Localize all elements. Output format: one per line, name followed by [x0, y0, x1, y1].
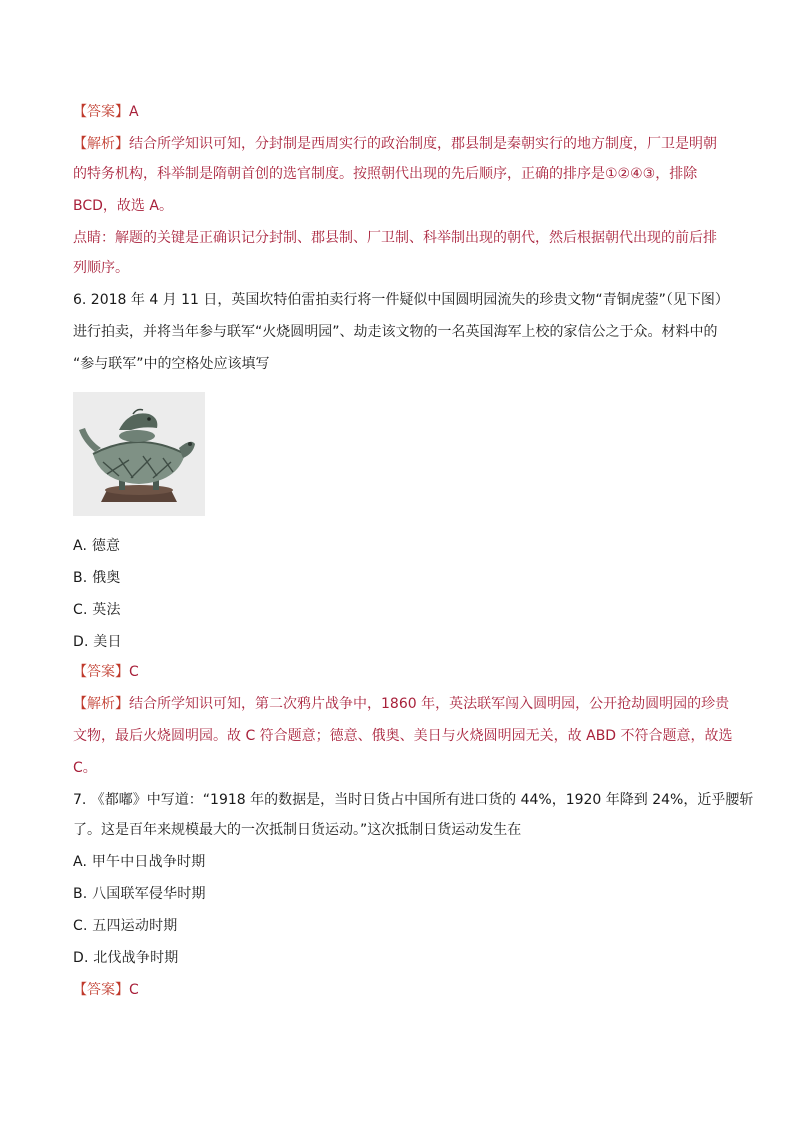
analysis-label: 【解析】: [73, 696, 129, 712]
q5-analysis-line-1: [73, 134, 717, 154]
bronze-vessel-icon: [73, 392, 205, 516]
q6-option-a: A. 德意: [73, 538, 121, 554]
q6-option-d: D. 美日: [73, 634, 122, 650]
answer-label: 【答案】: [73, 104, 129, 120]
q5-analysis-line-2: 的特务机构，科举制是隋朝首创的选官制度。按照朝代出现的先后顺序，正确的排序是①②④③，排除: [73, 166, 698, 182]
answer-value: C: [129, 982, 139, 998]
answer-label: 【答案】: [73, 982, 129, 998]
q5-analysis-line-3: BCD，故选 A。: [73, 198, 173, 214]
q5-tip-line-2: 列顺序。: [73, 260, 129, 276]
q6-analysis-line-3: C。: [73, 760, 97, 776]
q6-stem-line-2: 进行拍卖，并将当年参与联军“火烧圆明园”、劫走该文物的一名英国海军上校的家信公之于众。材料中的: [73, 324, 718, 340]
q5-answer-line: [73, 102, 139, 122]
q7-option-d: D. 北伐战争时期: [73, 950, 179, 966]
q7-answer-line: [73, 980, 139, 1000]
q6-stem-line-1: 6. 2018 年 4 月 11 日，英国坎特伯雷拍卖行将一件疑似中国圆明园流失的珍贵文物“青铜虎蓥”（见下图）: [73, 292, 729, 308]
q7-option-b: B. 八国联军侵华时期: [73, 886, 206, 902]
q7-stem-line-2: 了。这是百年来规模最大的一次抵制日货运动。”这次抵制日货运动发生在: [73, 822, 522, 838]
analysis-text: 结合所学知识可知，分封制是西周实行的政治制度，郡县制是秦朝实行的地方制度，厂卫是明朝: [129, 136, 717, 152]
answer-value: C: [129, 664, 139, 680]
q7-option-c: C. 五四运动时期: [73, 918, 178, 934]
q7-stem-line-1: 7. 《都嘟》中写道：“1918 年的数据是，当时日货占中国所有进口货的 44%，1920 年降到 24%，近乎腰斩: [73, 792, 754, 808]
q6-option-b: B. 俄奥: [73, 570, 121, 586]
analysis-label: 【解析】: [73, 136, 129, 152]
q6-answer-line: [73, 662, 139, 682]
bronze-vessel-image: [73, 392, 205, 516]
q6-option-c: C. 英法: [73, 602, 121, 618]
analysis-text: 结合所学知识可知，第二次鸦片战争中，1860 年，英法联军闯入圆明园，公开抢劫圆明园的珍贵: [129, 696, 730, 712]
answer-value: A: [129, 104, 139, 120]
q6-analysis-line-1: [73, 694, 729, 714]
q6-analysis-line-2: 文物，最后火烧圆明园。故 C 符合题意；德意、俄奥、美日与火烧圆明园无关，故 ABD 不符合题意，故选: [73, 728, 733, 744]
q5-tip-line-1: 点睛：解题的关键是正确识记分封制、郡县制、厂卫制、科举制出现的朝代，然后根据朝代出现的前后排: [73, 230, 717, 246]
q6-stem-line-3: “参与联军”中的空格处应该填写: [73, 356, 270, 372]
q7-option-a: A. 甲午中日战争时期: [73, 854, 206, 870]
answer-label: 【答案】: [73, 664, 129, 680]
